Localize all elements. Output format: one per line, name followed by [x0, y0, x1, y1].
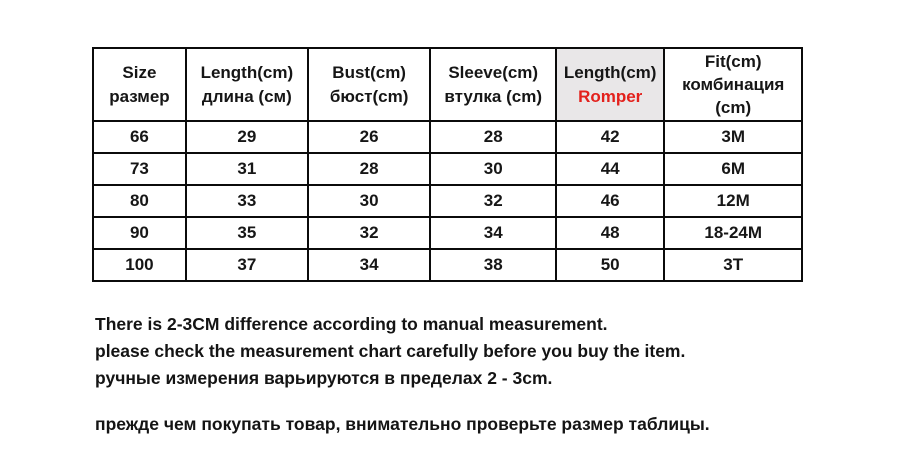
header-line-en: Length(cm) [200, 62, 294, 82]
header-line-en: Length(cm) [563, 62, 657, 82]
table-body [93, 121, 802, 281]
table-cell: 35 [186, 217, 308, 249]
table-cell: 100 [93, 249, 186, 281]
table-cell: 28 [430, 121, 555, 153]
header-line-ru: размер [109, 86, 170, 106]
table-row [93, 217, 802, 249]
header-line-en: Bust(cm) [332, 62, 406, 82]
table-cell: 42 [556, 121, 664, 153]
header-line-en: Sleeve(cm) [448, 62, 539, 82]
header-line-en: Size [122, 62, 157, 82]
note-line-ru-2: прежде чем покупать товар, внимательно проверьте размер таблицы. [95, 414, 710, 434]
header-line-unit: (cm) [715, 98, 752, 117]
table-cell: 18-24M [664, 217, 802, 249]
table-cell: 31 [186, 153, 308, 185]
table-cell: 12M [664, 185, 802, 217]
col-header-sleeve [430, 48, 555, 121]
table-cell: 33 [186, 185, 308, 217]
header-line-romper: Romper [578, 86, 643, 106]
table-cell: 73 [93, 153, 186, 185]
table-cell: 66 [93, 121, 186, 153]
table-cell: 28 [308, 153, 431, 185]
table-cell: 32 [430, 185, 555, 217]
table-cell: 34 [430, 217, 555, 249]
header-line-ru: бюст(cm) [329, 86, 409, 106]
table-cell: 30 [430, 153, 555, 185]
table-cell: 34 [308, 249, 431, 281]
header-line-ru: втулка (cm) [444, 86, 542, 106]
table-row [93, 121, 802, 153]
col-header-bust [308, 48, 431, 121]
measurement-notes [95, 311, 835, 438]
table-row [93, 153, 802, 185]
col-header-romper-length [556, 48, 664, 121]
table-cell: 44 [556, 153, 664, 185]
table-cell: 30 [308, 185, 431, 217]
table-cell: 37 [186, 249, 308, 281]
table-cell: 26 [308, 121, 431, 153]
table-cell: 90 [93, 217, 186, 249]
table-cell: 32 [308, 217, 431, 249]
header-line-en: Fit(cm) [704, 52, 762, 71]
col-header-length [186, 48, 308, 121]
size-chart-table [92, 47, 803, 282]
table-cell: 38 [430, 249, 555, 281]
note-line-en-1: There is 2-3CM difference according to manual measurement. [95, 314, 608, 334]
table-cell: 3T [664, 249, 802, 281]
header-line-ru: длина (см) [201, 86, 292, 106]
table-cell: 46 [556, 185, 664, 217]
col-header-size [93, 48, 186, 121]
table-cell: 3M [664, 121, 802, 153]
col-header-fit [664, 48, 802, 121]
table-cell: 48 [556, 217, 664, 249]
note-line-en-2: please check the measurement chart carefully before you buy the item. [95, 341, 686, 361]
table-cell: 6M [664, 153, 802, 185]
table-cell: 29 [186, 121, 308, 153]
table-cell: 80 [93, 185, 186, 217]
header-line-ru: комбинация [682, 75, 785, 94]
header-row [93, 48, 802, 121]
table-row [93, 185, 802, 217]
table-cell: 50 [556, 249, 664, 281]
table-row [93, 249, 802, 281]
note-line-ru-1: ручные измерения варьируются в пределах 2 - 3cm. [95, 368, 553, 388]
